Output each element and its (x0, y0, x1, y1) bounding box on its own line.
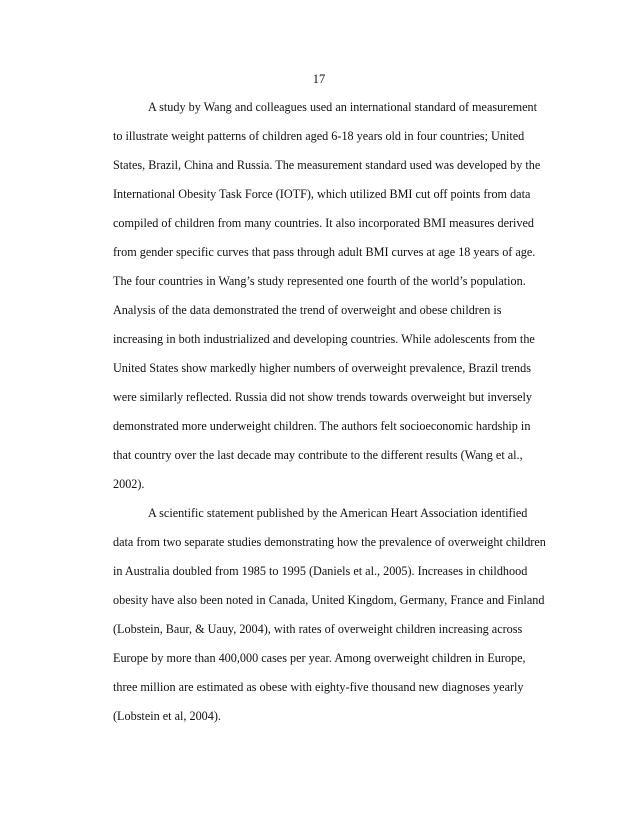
text-line: compiled of children from many countries. It also incorporated BMI measures derived (113, 216, 535, 230)
text-line: increasing in both industrialized and developing countries. While adolescents from the (113, 332, 535, 346)
text-line: data from two separate studies demonstrating how the prevalence of overweight children (113, 535, 546, 549)
text-line: Analysis of the data demonstrated the trend of overweight and obese children is (113, 303, 502, 317)
paragraph-1 (113, 93, 559, 499)
text-line: were similarly reflected. Russia did not show trends towards overweight but inversely (113, 390, 533, 404)
page-number: 17 (312, 72, 326, 86)
text-line: that country over the last decade may contribute to the different results (Wang et al., (113, 448, 523, 462)
text-line: 2002). (113, 477, 145, 491)
text-line: to illustrate weight patterns of children aged 6-18 years old in four countries; United (113, 129, 525, 143)
text-line: demonstrated more underweight children. The authors felt socioeconomic hardship in (113, 419, 531, 433)
text-line: A scientific statement published by the American Heart Association identified (148, 506, 528, 520)
text-line: three million are estimated as obese with eighty-five thousand new diagnoses yearly (113, 680, 524, 694)
paragraph-2 (113, 499, 559, 731)
text-line: obesity have also been noted in Canada, United Kingdom, Germany, France and Finland (113, 593, 545, 607)
text-line: International Obesity Task Force (IOTF), which utilized BMI cut off points from data (113, 187, 531, 201)
text-line: The four countries in Wang’s study represented one fourth of the world’s population. (113, 274, 526, 288)
text-line: Europe by more than 400,000 cases per year. Among overweight children in Europe, (113, 651, 526, 665)
text-line: from gender specific curves that pass through adult BMI curves at age 18 years of age. (113, 245, 536, 259)
body-text (113, 93, 559, 731)
text-line: (Lobstein, Baur, & Uauy, 2004), with rates of overweight children increasing across (113, 622, 523, 636)
text-line: in Australia doubled from 1985 to 1995 (Daniels et al., 2005). Increases in childhood (113, 564, 528, 578)
text-line: (Lobstein et al, 2004). (113, 709, 221, 723)
text-line: United States show markedly higher numbers of overweight prevalence, Brazil trends (113, 361, 531, 375)
text-line: A study by Wang and colleagues used an international standard of measurement (148, 100, 538, 114)
text-line: States, Brazil, China and Russia. The measurement standard used was developed by the (113, 158, 541, 172)
